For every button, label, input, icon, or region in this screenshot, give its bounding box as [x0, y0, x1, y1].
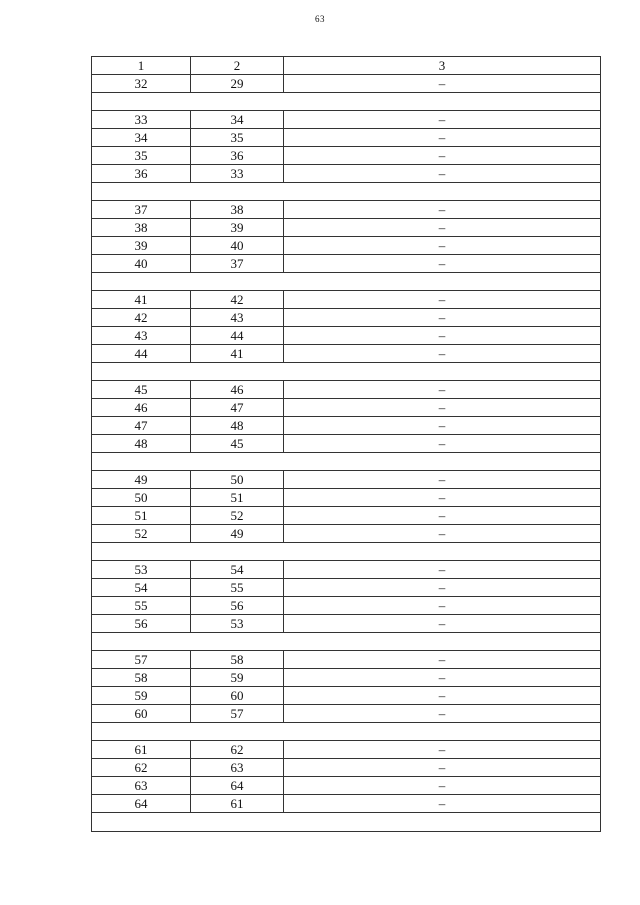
- table-row: [92, 147, 600, 165]
- table-cell-col2: 40: [191, 237, 284, 254]
- table-cell-col3: –: [438, 508, 446, 523]
- table-cell-col3: –: [438, 436, 446, 451]
- table-cell-col3: –: [438, 706, 446, 721]
- table-cell-col1: 46: [92, 399, 191, 416]
- table-cell-col3: –: [438, 580, 446, 595]
- table-row: [92, 399, 600, 417]
- table-cell-col1: 36: [92, 165, 191, 182]
- table-cell-col2: 37: [191, 255, 284, 272]
- table-row: [92, 129, 600, 147]
- table-cell-col2: 43: [191, 309, 284, 326]
- table-row: [92, 255, 600, 273]
- table-cell-col2: 29: [191, 75, 284, 92]
- table-row: [92, 165, 600, 183]
- table-cell-col2: 51: [191, 489, 284, 506]
- table-row: [92, 327, 600, 345]
- table-row: [92, 219, 600, 237]
- table-cell-col3: –: [438, 238, 446, 253]
- column-header-2: 2: [191, 57, 284, 74]
- table-cell-col1: 50: [92, 489, 191, 506]
- table-cell-col3: –: [438, 400, 446, 415]
- table-row: [92, 201, 600, 219]
- table-cell-col1: 53: [92, 561, 191, 578]
- table-cell-col1: 61: [92, 741, 191, 758]
- table-cell-col2: 52: [191, 507, 284, 524]
- table-row: [92, 795, 600, 813]
- table-cell-col3: –: [438, 616, 446, 631]
- table-spacer-row: [92, 453, 600, 471]
- table-row: [92, 345, 600, 363]
- table-row: [92, 507, 600, 525]
- table-row: [92, 291, 600, 309]
- spacer-cell: [92, 453, 600, 470]
- table-row: [92, 777, 600, 795]
- table-row: [92, 759, 600, 777]
- table-cell-col3: –: [438, 490, 446, 505]
- spacer-cell: [92, 813, 600, 831]
- table-cell-col1: 56: [92, 615, 191, 632]
- table-cell-col2: 34: [191, 111, 284, 128]
- table-cell-col1: 32: [92, 75, 191, 92]
- table-spacer-row: [92, 633, 600, 651]
- table-cell-col2: 60: [191, 687, 284, 704]
- table-spacer-row: [92, 93, 600, 111]
- table-spacer-row: [92, 723, 600, 741]
- table-cell-col1: 63: [92, 777, 191, 794]
- table-cell-col3: –: [438, 76, 446, 91]
- table-cell-col3: –: [438, 562, 446, 577]
- table-cell-col2: 38: [191, 201, 284, 218]
- data-table: [91, 56, 601, 832]
- table-cell-col1: 40: [92, 255, 191, 272]
- table-cell-col1: 39: [92, 237, 191, 254]
- table-cell-col3: –: [438, 382, 446, 397]
- table-cell-col2: 64: [191, 777, 284, 794]
- table-spacer-row: [92, 363, 600, 381]
- table-cell-col3: –: [438, 256, 446, 271]
- table-cell-col2: 33: [191, 165, 284, 182]
- table-cell-col1: 35: [92, 147, 191, 164]
- table-cell-col3: –: [438, 166, 446, 181]
- table-cell-col2: 41: [191, 345, 284, 362]
- page-number: 63: [315, 14, 325, 24]
- table-cell-col1: 55: [92, 597, 191, 614]
- table-cell-col2: 57: [191, 705, 284, 722]
- spacer-cell: [92, 543, 600, 560]
- table-cell-col2: 46: [191, 381, 284, 398]
- table-cell-col2: 39: [191, 219, 284, 236]
- spacer-cell: [92, 363, 600, 380]
- column-header-1: 1: [92, 57, 191, 74]
- table-cell-col2: 45: [191, 435, 284, 452]
- table-row: [92, 237, 600, 255]
- table-row: [92, 579, 600, 597]
- table-cell-col3: –: [438, 202, 446, 217]
- table-row: [92, 381, 600, 399]
- table-row: [92, 489, 600, 507]
- spacer-cell: [92, 723, 600, 740]
- table-cell-col2: 56: [191, 597, 284, 614]
- table-row: [92, 561, 600, 579]
- table-cell-col2: 61: [191, 795, 284, 812]
- table-cell-col1: 57: [92, 651, 191, 668]
- table-cell-col2: 63: [191, 759, 284, 776]
- table-cell-col2: 48: [191, 417, 284, 434]
- table-row: [92, 741, 600, 759]
- table-row: [92, 309, 600, 327]
- table-spacer-row: [92, 543, 600, 561]
- table-cell-col1: 60: [92, 705, 191, 722]
- table-cell-col1: 49: [92, 471, 191, 488]
- table-row: [92, 435, 600, 453]
- table-cell-col1: 52: [92, 525, 191, 542]
- table-row: [92, 75, 600, 93]
- table-cell-col1: 47: [92, 417, 191, 434]
- table-cell-col2: 49: [191, 525, 284, 542]
- table-cell-col1: 41: [92, 291, 191, 308]
- table-row: [92, 597, 600, 615]
- spacer-cell: [92, 183, 600, 200]
- table-cell-col1: 64: [92, 795, 191, 812]
- table-cell-col3: –: [438, 130, 446, 145]
- table-row: [92, 651, 600, 669]
- table-spacer-row: [92, 183, 600, 201]
- table-cell-col1: 54: [92, 579, 191, 596]
- table-cell-col1: 43: [92, 327, 191, 344]
- table-cell-col2: 36: [191, 147, 284, 164]
- table-cell-col1: 33: [92, 111, 191, 128]
- table-cell-col3: –: [438, 112, 446, 127]
- spacer-cell: [92, 93, 600, 110]
- table-cell-col2: 42: [191, 291, 284, 308]
- column-header-3: 3: [438, 58, 446, 73]
- table-row: [92, 111, 600, 129]
- table-cell-col3: –: [438, 148, 446, 163]
- table-cell-col1: 42: [92, 309, 191, 326]
- table-cell-col3: –: [438, 796, 446, 811]
- table-cell-col2: 44: [191, 327, 284, 344]
- table-row: [92, 615, 600, 633]
- table-cell-col1: 48: [92, 435, 191, 452]
- table-cell-col3: –: [438, 472, 446, 487]
- table-cell-col2: 47: [191, 399, 284, 416]
- table-cell-col1: 37: [92, 201, 191, 218]
- table-cell-col1: 38: [92, 219, 191, 236]
- table-cell-col1: 34: [92, 129, 191, 146]
- table-cell-col3: –: [438, 778, 446, 793]
- table-cell-col3: –: [438, 310, 446, 325]
- table-cell-col3: –: [438, 688, 446, 703]
- table-cell-col3: –: [438, 598, 446, 613]
- table-spacer-row: [92, 813, 600, 831]
- table-cell-col1: 59: [92, 687, 191, 704]
- table-body: [92, 75, 600, 831]
- table-cell-col3: –: [438, 526, 446, 541]
- table-cell-col1: 58: [92, 669, 191, 686]
- table-cell-col3: –: [438, 220, 446, 235]
- table-cell-col2: 54: [191, 561, 284, 578]
- table-cell-col2: 59: [191, 669, 284, 686]
- spacer-cell: [92, 273, 600, 290]
- table-cell-col3: –: [438, 670, 446, 685]
- table-cell-col1: 51: [92, 507, 191, 524]
- table-cell-col2: 58: [191, 651, 284, 668]
- table-cell-col2: 55: [191, 579, 284, 596]
- table-row: [92, 669, 600, 687]
- table-header-row: [92, 57, 600, 75]
- table-spacer-row: [92, 273, 600, 291]
- table-cell-col3: –: [438, 292, 446, 307]
- table-row: [92, 687, 600, 705]
- table-row: [92, 705, 600, 723]
- table-cell-col3: –: [438, 328, 446, 343]
- table-cell-col3: –: [438, 760, 446, 775]
- table-cell-col3: –: [438, 346, 446, 361]
- table-cell-col3: –: [438, 742, 446, 757]
- table-cell-col1: 62: [92, 759, 191, 776]
- table-row: [92, 471, 600, 489]
- table-row: [92, 525, 600, 543]
- table-cell-col1: 44: [92, 345, 191, 362]
- table-cell-col3: –: [438, 652, 446, 667]
- table-row: [92, 417, 600, 435]
- table-cell-col2: 35: [191, 129, 284, 146]
- table-cell-col2: 53: [191, 615, 284, 632]
- table-cell-col3: –: [438, 418, 446, 433]
- table-cell-col1: 45: [92, 381, 191, 398]
- table-cell-col2: 50: [191, 471, 284, 488]
- spacer-cell: [92, 633, 600, 650]
- table-cell-col2: 62: [191, 741, 284, 758]
